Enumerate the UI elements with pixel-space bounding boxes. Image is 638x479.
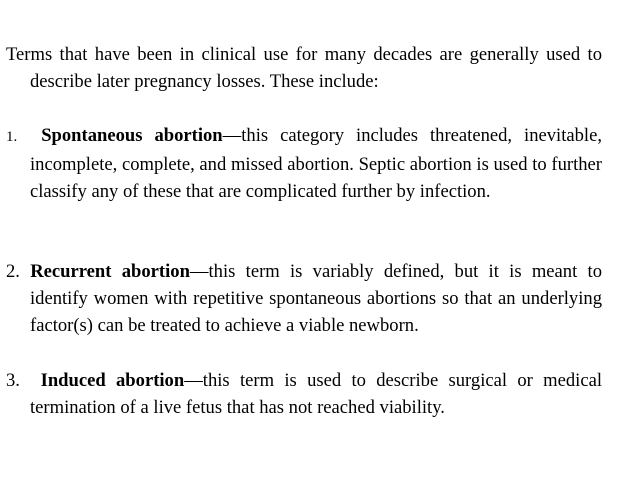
list-item-spontaneous-abortion [6,122,602,205]
intro-text: Terms that have been in clinical use for many decades are generally used to describe later pregnancy losses. These include: [6,44,602,92]
list-item-term: Spontaneous abortion [41,125,223,146]
list-item-text: —this term is variably defined, but it is meant to identify women with repetitive spontaneous abortions so that an underlying factor(s) can be treated to achieve a viable newborn. [30,261,603,336]
list-item-text: —this term is used to describe surgical or medical termination of a live fetus that has not reached viability. [30,370,603,418]
intro-paragraph [6,41,602,95]
list-item-text: —this category includes threatened, inevitable, incomplete, complete, and missed abortion. Septic abortion is used to further classify any of these that are complicated further by infection. [30,125,603,202]
list-item-term: Recurrent abortion [30,261,190,282]
list-item-number: 2. [6,261,20,282]
list-item-number: 1. [6,129,18,145]
list-item-induced-abortion [6,367,602,421]
list-item-recurrent-abortion [6,258,602,339]
list-item-number: 3. [6,370,20,391]
list-item-term: Induced abortion [40,370,185,391]
